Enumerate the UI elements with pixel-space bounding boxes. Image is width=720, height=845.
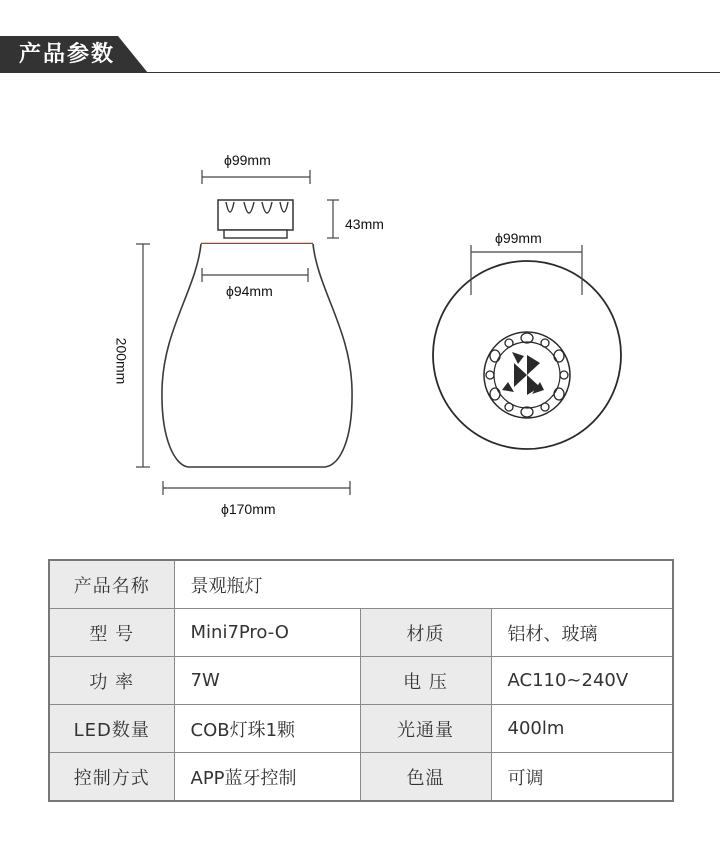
spec-value: 400lm: [491, 705, 673, 753]
spec-label: 控制方式: [49, 753, 174, 802]
dim-line-base-width: [163, 481, 350, 495]
spec-value: 7W: [174, 657, 360, 705]
spec-label: LED数量: [49, 705, 174, 753]
table-row: [49, 753, 673, 802]
dim-top-width-label: ϕ99mm: [224, 152, 271, 168]
product-dimension-drawing: [0, 120, 720, 540]
spec-label: 材质: [360, 609, 491, 657]
spec-label: 色温: [360, 753, 491, 802]
dim-line-height: [136, 244, 150, 467]
bottle-cap: [218, 200, 293, 238]
spec-label: 电 压: [360, 657, 491, 705]
spec-table: [48, 559, 674, 802]
spec-value: AC110~240V: [491, 657, 673, 705]
spec-value: APP蓝牙控制: [174, 753, 360, 802]
spec-label: 产品名称: [49, 560, 174, 609]
spec-value: 景观瓶灯: [174, 560, 673, 609]
section-header: [0, 0, 720, 80]
spec-label: 光通量: [360, 705, 491, 753]
spec-label: 型 号: [49, 609, 174, 657]
table-row: [49, 705, 673, 753]
dimension-diagram: [0, 120, 720, 540]
table-row: [49, 560, 673, 609]
header-divider: [142, 72, 720, 73]
dim-line-top-width: [202, 170, 310, 184]
table-row: [49, 657, 673, 705]
spec-value: 可调: [491, 753, 673, 802]
table-row: [49, 609, 673, 657]
dim-height-label: 200mm: [113, 337, 130, 385]
bottle-body: [162, 244, 352, 467]
dim-base-width-label: ϕ170mm: [221, 501, 276, 517]
dim-cap-height-label: 43mm: [345, 216, 384, 232]
spec-label: 功 率: [49, 657, 174, 705]
dim-line-cap-height: [327, 200, 339, 238]
spec-value: 铝材、玻璃: [491, 609, 673, 657]
dim-neck-width-label: ϕ94mm: [226, 283, 273, 299]
spec-value: Mini7Pro-O: [174, 609, 360, 657]
spec-value: COB灯珠1颗: [174, 705, 360, 753]
top-view: [433, 245, 621, 449]
dim-top-view-width-label: ϕ99mm: [495, 230, 542, 246]
page-title: 产品参数: [19, 42, 116, 67]
